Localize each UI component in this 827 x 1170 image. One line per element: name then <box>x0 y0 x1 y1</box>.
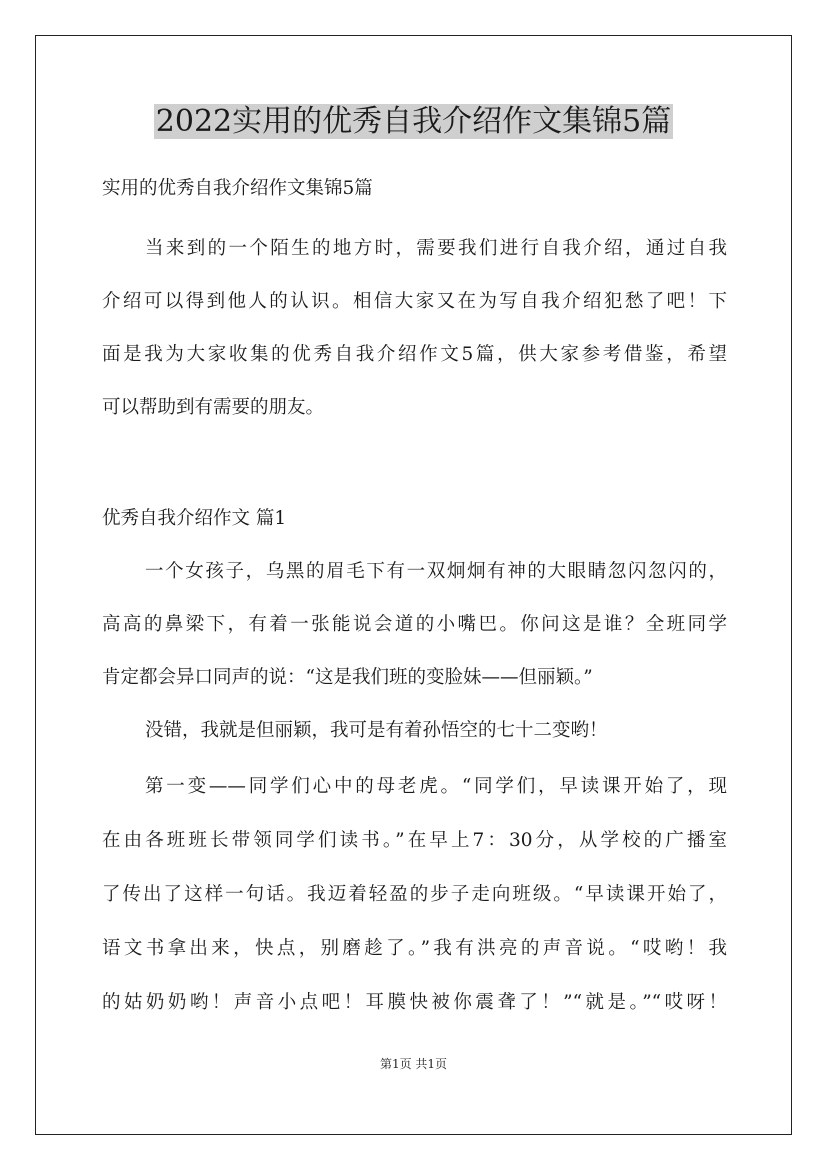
paragraph-line: 没错，我就是但丽颖，我可是有着孙悟空的七十二变哟！ <box>145 720 608 741</box>
paragraph-line: 第一变——同学们心中的母老虎。“同学们，早读课开始了，现 <box>145 776 727 797</box>
document-title <box>0 100 827 144</box>
paragraph-line: 在由各班班长带领同学们读书。”在早上7：30分，从学校的广播室 <box>102 830 727 851</box>
page-number: 第1页 共1页 <box>379 1057 448 1071</box>
paragraph-line: 肯定都会异口同声的说：“这是我们班的变脸妹——但丽颖。” <box>102 667 593 688</box>
paragraph-line: 了传出了这样一句话。我迈着轻盈的步子走向班级。“早读课开始了， <box>102 884 727 905</box>
document-title-text: 2022实用的优秀自我介绍作文集锦5篇 <box>155 104 672 139</box>
paragraph-line: 的姑奶奶哟！声音小点吧！耳膜快被你震聋了！”“就是。”“哎呀！ <box>102 992 727 1013</box>
intro-line: 介绍可以得到他人的认识。相信大家又在为写自我介绍犯愁了吧！下 <box>102 291 727 312</box>
paragraph-line: 语文书拿出来，快点，别磨趁了。”我有洪亮的声音说。“哎哟！我 <box>102 938 727 959</box>
paragraph-line: 一个女孩子，乌黑的眉毛下有一双炯炯有神的大眼睛忽闪忽闪的， <box>145 561 727 582</box>
intro-line: 面是我为大家收集的优秀自我介绍作文5篇，供大家参考借鉴，希望 <box>102 344 727 365</box>
document-subtitle: 实用的优秀自我介绍作文集锦5篇 <box>102 178 373 199</box>
intro-line: 可以帮助到有需要的朋友。 <box>102 397 325 418</box>
paragraph-line: 高高的鼻梁下，有着一张能说会道的小嘴巴。你问这是谁？全班同学 <box>102 614 727 635</box>
intro-line: 当来到的一个陌生的地方时，需要我们进行自我介绍，通过自我 <box>145 238 727 259</box>
section-heading: 优秀自我介绍作文 篇1 <box>102 508 287 529</box>
